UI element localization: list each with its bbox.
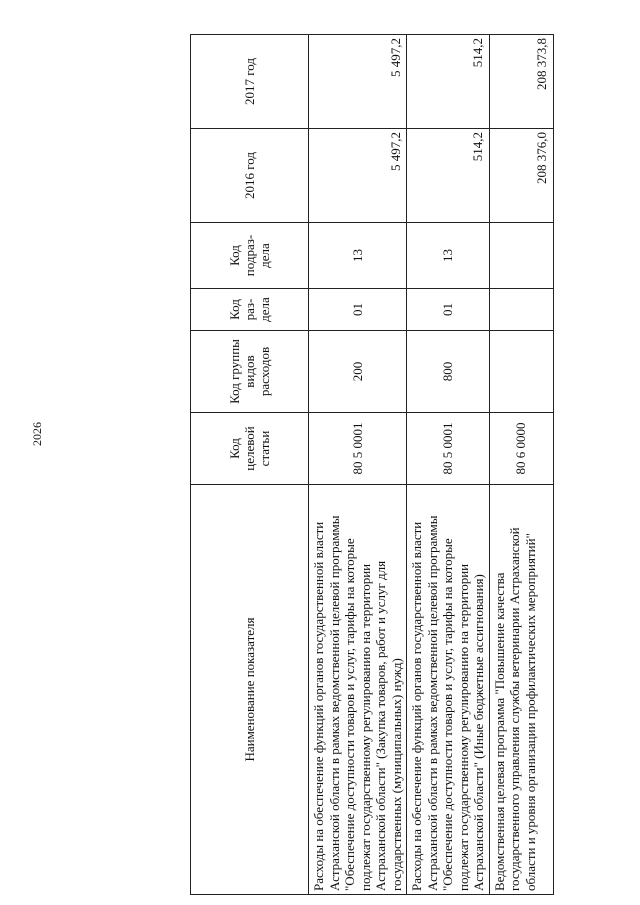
row-subsection-code (489, 223, 553, 289)
header-name: Наименование показателя (191, 485, 309, 895)
row-target-code: 80 6 0000 (489, 413, 553, 485)
budget-table (190, 34, 554, 895)
row-2016-amount: 208 376,0 (489, 129, 553, 223)
row-subsection-code: 13 (309, 223, 407, 289)
rotated-table-sheet (190, 35, 549, 895)
row-2016-amount: 5 497,2 (309, 129, 407, 223)
table-row (489, 35, 553, 895)
row-section-code (489, 289, 553, 331)
row-section-code: 01 (407, 289, 490, 331)
page-number: 2026 (30, 422, 44, 446)
row-2017-amount: 514,2 (407, 35, 490, 129)
row-section-code: 01 (309, 289, 407, 331)
table-row (407, 35, 490, 895)
row-group-code (489, 331, 553, 413)
header-2016: 2016 год (191, 129, 309, 223)
table-header-row (191, 35, 309, 895)
header-2017: 2017 год (191, 35, 309, 129)
row-2016-amount: 514,2 (407, 129, 490, 223)
row-2017-amount: 208 373,8 (489, 35, 553, 129)
table-row (309, 35, 407, 895)
row-target-code: 80 5 0001 (407, 413, 490, 485)
header-section-code: Код раз- дела (191, 289, 309, 331)
row-name: Расходы на обеспечение функций органов государственной власти Астраханской области в рамках ведомственной целевой программы "Обеспечение доступности товаров и услуг, тарифы на которые подлежат государственному регулированию на территории Астраханской области" (Иные бюджетные ассигнования) (407, 485, 490, 895)
row-group-code: 800 (407, 331, 490, 413)
row-2017-amount: 5 497,2 (309, 35, 407, 129)
header-group-code: Код группы видов расходов (191, 331, 309, 413)
header-subsection-code: Код подраз- дела (191, 223, 309, 289)
row-name: Расходы на обеспечение функций органов государственной власти Астраханской области в рамках ведомственной целевой программы "Обеспечение доступности товаров и услуг, тарифы на которые подлежат государственному регулированию на территории Астраханской области" (Закупка товаров, работ и услуг для государственных (муниципальных) нужд) (309, 485, 407, 895)
row-group-code: 200 (309, 331, 407, 413)
header-target-code: Код целевой статьи (191, 413, 309, 485)
row-target-code: 80 5 0001 (309, 413, 407, 485)
row-subsection-code: 13 (407, 223, 490, 289)
row-name: Ведомственная целевая программа "Повышение качества государственного управления службы ветеринарии Астраханской области и уровня организации профилактических мероприятий" (489, 485, 553, 895)
